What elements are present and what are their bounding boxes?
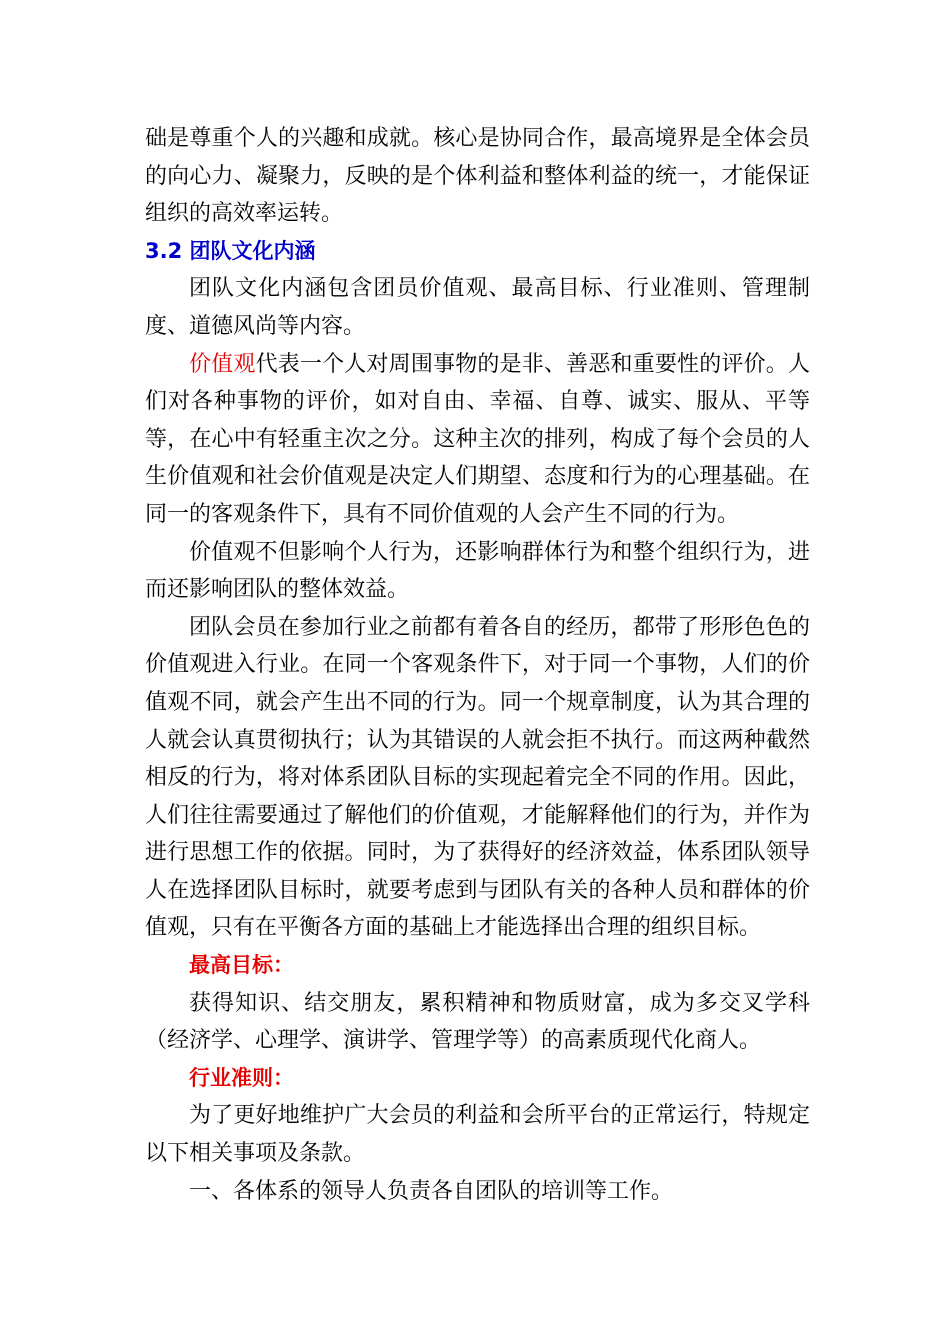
document-page [145,120,810,1210]
paragraph-culture: 团队文化内涵包含团员价值观、最高目标、行业准则、管理制度、道德风尚等内容。 [145,276,810,339]
heading-highest-goal: 最高目标： [189,953,294,978]
paragraph-intro: 础是尊重个人的兴趣和成就。核心是协同合作，最高境界是全体会员的向心力、凝聚力，反映的是个体利益和整体利益的统一，才能保证组织的高效率运转。 [145,126,810,227]
paragraph-rule-one: 一、各体系的领导人负责各自团队的培训等工作。 [189,1178,674,1204]
paragraph-values [145,346,810,534]
paragraph-members: 团队会员在参加行业之前都有着各自的经历，都带了形形色色的价值观进入行业。在同一个客观条件下，对于同一个事物，人们的价值观不同，就会产生出不同的行为。同一个规章制度，认为其合理的人就会认真贯彻执行；认为其错误的人就会拒不执行。而这两种截然相反的行为，将对体系团队目标的实现起着完全不同的作用。因此，人们往往需要通过了解他们的价值观，才能解释他们的行为，并作为进行思想工作的依据。同时，为了获得好的经济效益，体系团队领导人在选择团队目标时，就要考虑到与团队有关的各种人员和群体的价值观，只有在平衡各方面的基础上才能选择出合理的组织目标。 [145,614,810,941]
paragraph-values-effect: 价值观不但影响个人行为，还影响群体行为和整个组织行为，进而还影响团队的整体效益。 [145,539,810,603]
values-definition: 代表一个人对周围事物的是非、善恶和重要性的评价。人们对各种事物的评价，如对自由、幸福、自尊、诚实、服从、平等等，在心中有轻重主次之分。这种主次的排列，构成了每个会员的人生价值观和社会价值观是决定人们期望、态度和行为的心理基础。在同一的客观条件下，具有不同价值观的人会产生不同的行为。 [145,351,810,527]
heading-industry-rules: 行业准则： [189,1065,294,1090]
paragraph-rules: 为了更好地维护广大会员的利益和会所平台的正常运行，特规定以下相关事项及条款。 [145,1103,810,1167]
values-term: 价值观 [189,351,256,377]
section-heading: 3.2 团队文化内涵 [145,238,316,263]
paragraph-goal: 获得知识、结交朋友，累积精神和物质财富，成为多交叉学科（经济学、心理学、演讲学、管理学等）的高素质现代化商人。 [145,990,810,1054]
